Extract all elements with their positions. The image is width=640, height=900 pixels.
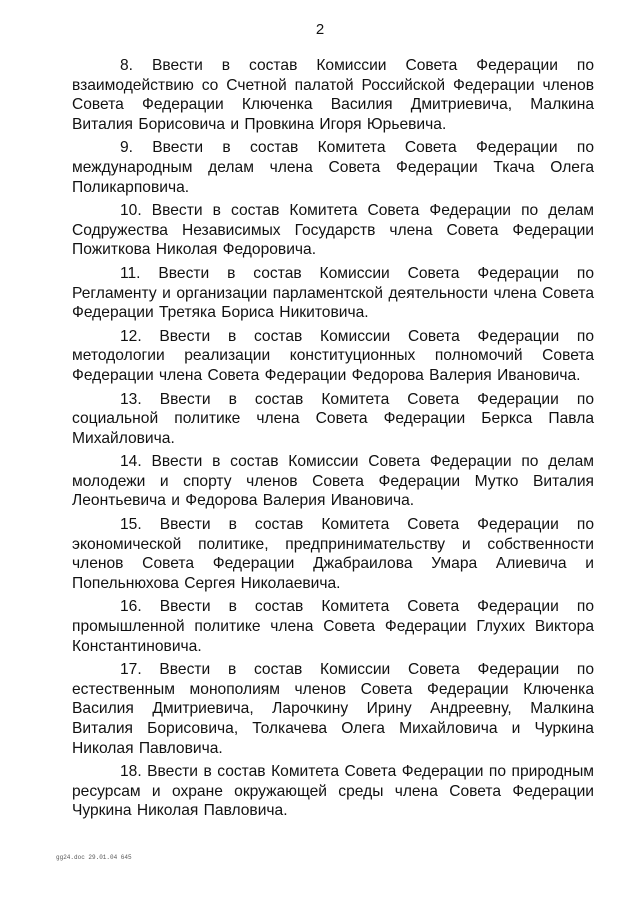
footer-file-code: gg24.doc 29.01.04 645 [56, 854, 132, 861]
paragraph-item-14: 14. Ввести в состав Комиссии Совета Федерации по делам молодежи и спорту членов Совета Федерации Мутко Виталия Леонтьевича и Федорова Валерия Ивановича. [72, 453, 594, 510]
paragraph-item-18: 18. Ввести в состав Комитета Совета Федерации по природным ресурсам и охране окружающей среды члена Совета Федерации Чуркина Николая Павловича. [72, 763, 594, 820]
document-body [72, 56, 594, 825]
paragraph-item-13: 13. Ввести в состав Комитета Совета Федерации по социальной политике члена Совета Федерации Беркса Павла Михайловича. [72, 390, 594, 447]
paragraph-item-11: 11. Ввести в состав Комиссии Совета Федерации по Регламенту и организации парламентской деятельности члена Совета Федерации Третяка Бориса Никитовича. [72, 264, 594, 322]
paragraph-item-12: 12. Ввести в состав Комиссии Совета Федерации по методологии реализации конституционных полномочий Совета Федерации члена Совета Федерации Федорова Валерия Ивановича. [72, 327, 594, 384]
paragraph-item-9: 9. Ввести в состав Комитета Совета Федерации по международным делам члена Совета Федерации Ткача Олега Поликарповича. [72, 139, 594, 196]
paragraph-item-17: 17. Ввести в состав Комиссии Совета Федерации по естественным монополиям членов Совета Федерации Ключенка Василия Дмитриевича, Ларочкину Ирину Андреевну, Малкина Виталия Борисовича, Толкачева Олега Михайловича и Чуркина Николая Павловича. [72, 661, 594, 757]
page-number: 2 [315, 21, 325, 38]
paragraph-item-16: 16. Ввести в состав Комитета Совета Федерации по промышленной политике члена Совета Федерации Глухих Виктора Константиновича. [72, 598, 594, 655]
paragraph-item-8: 8. Ввести в состав Комиссии Совета Федерации по взаимодействию со Счетной палатой Российской Федерации членов Совета Федерации Ключенка Василия Дмитриевича, Малкина Виталия Борисовича и Провкина Игоря Юрьевича. [72, 57, 594, 133]
paragraph-item-15: 15. Ввести в состав Комитета Совета Федерации по экономической политике, предпринимательству и собственности членов Совета Федерации Джабраилова Умара Алиевича и Попельнюхова Сергея Николаевича. [72, 516, 594, 592]
paragraph-item-10: 10. Ввести в состав Комитета Совета Федерации по делам Содружества Независимых Государств члена Совета Федерации Пожиткова Николая Федоровича. [72, 202, 594, 259]
